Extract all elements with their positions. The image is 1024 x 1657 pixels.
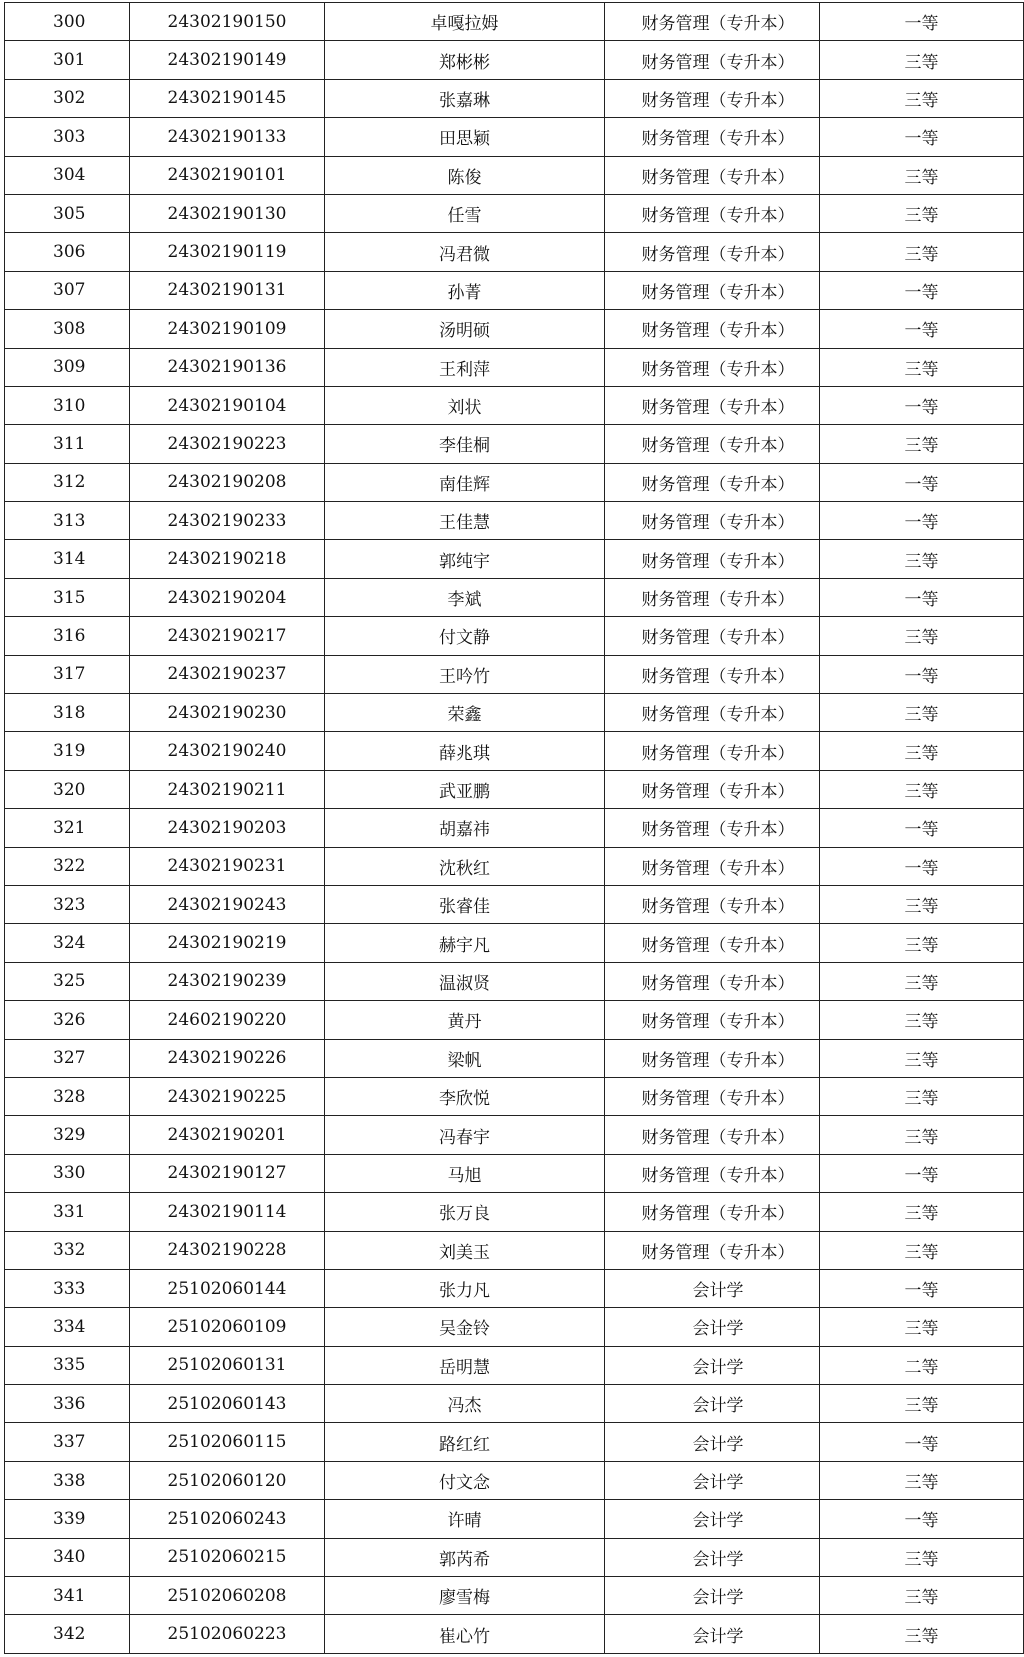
award-level-cell: 一等 [820,1154,1024,1192]
table-row [5,1193,1024,1231]
serial-number-cell: 307 [5,271,130,309]
student-name-cell: 张睿佳 [325,885,605,923]
serial-number-cell: 317 [5,655,130,693]
student-id-cell: 24302190243 [130,885,325,923]
table-row [5,924,1024,962]
table-row [5,41,1024,79]
serial-number-cell: 325 [5,962,130,1000]
serial-number-cell: 306 [5,233,130,271]
major-cell: 财务管理（专升本） [605,1039,820,1077]
student-name-cell: 李佳桐 [325,425,605,463]
student-name-cell: 许晴 [325,1500,605,1538]
award-level-cell: 一等 [820,310,1024,348]
student-name-cell: 冯杰 [325,1385,605,1423]
major-cell: 财务管理（专升本） [605,770,820,808]
table-row [5,1039,1024,1077]
student-id-cell: 24302190114 [130,1193,325,1231]
serial-number-cell: 342 [5,1615,130,1653]
table-row [5,156,1024,194]
student-name-cell: 南佳辉 [325,463,605,501]
table-row [5,118,1024,156]
award-level-cell: 三等 [820,233,1024,271]
award-level-cell: 三等 [820,156,1024,194]
student-id-cell: 24302190217 [130,617,325,655]
table-row [5,271,1024,309]
table-row [5,1154,1024,1192]
table-row [5,962,1024,1000]
serial-number-cell: 305 [5,194,130,232]
student-name-cell: 王佳慧 [325,502,605,540]
student-name-cell: 王吟竹 [325,655,605,693]
serial-number-cell: 328 [5,1077,130,1115]
award-level-cell: 三等 [820,1116,1024,1154]
student-name-cell: 沈秋红 [325,847,605,885]
scholarship-list-table [4,2,1024,1654]
serial-number-cell: 335 [5,1346,130,1384]
student-id-cell: 24302190109 [130,310,325,348]
student-name-cell: 陈俊 [325,156,605,194]
student-id-cell: 24302190208 [130,463,325,501]
student-name-cell: 温淑贤 [325,962,605,1000]
student-id-cell: 24302190203 [130,809,325,847]
student-id-cell: 24302190219 [130,924,325,962]
table-row [5,3,1024,41]
student-id-cell: 24302190136 [130,348,325,386]
major-cell: 财务管理（专升本） [605,310,820,348]
table-row [5,463,1024,501]
table-row [5,1385,1024,1423]
student-id-cell: 24302190240 [130,732,325,770]
major-cell: 财务管理（专升本） [605,233,820,271]
major-cell: 财务管理（专升本） [605,578,820,616]
table-row [5,1001,1024,1039]
serial-number-cell: 301 [5,41,130,79]
table-row [5,540,1024,578]
student-name-cell: 卓嘎拉姆 [325,3,605,41]
student-name-cell: 孙菁 [325,271,605,309]
table-row [5,1577,1024,1615]
table-row [5,655,1024,693]
major-cell: 财务管理（专升本） [605,732,820,770]
student-name-cell: 郑彬彬 [325,41,605,79]
student-id-cell: 25102060120 [130,1461,325,1499]
award-level-cell: 三等 [820,962,1024,1000]
student-id-cell: 25102060144 [130,1269,325,1307]
major-cell: 财务管理（专升本） [605,348,820,386]
major-cell: 财务管理（专升本） [605,809,820,847]
student-id-cell: 24302190149 [130,41,325,79]
student-name-cell: 郭纯宇 [325,540,605,578]
award-level-cell: 一等 [820,463,1024,501]
student-name-cell: 田思颖 [325,118,605,156]
table-row [5,1346,1024,1384]
student-name-cell: 李斌 [325,578,605,616]
student-name-cell: 任雪 [325,194,605,232]
major-cell: 会计学 [605,1577,820,1615]
award-level-cell: 三等 [820,1577,1024,1615]
award-level-cell: 一等 [820,1423,1024,1461]
student-id-cell: 25102060131 [130,1346,325,1384]
award-level-cell: 三等 [820,348,1024,386]
serial-number-cell: 338 [5,1461,130,1499]
student-name-cell: 岳明慧 [325,1346,605,1384]
student-id-cell: 24302190231 [130,847,325,885]
award-level-cell: 三等 [820,1001,1024,1039]
major-cell: 财务管理（专升本） [605,1193,820,1231]
table-row [5,348,1024,386]
student-name-cell: 郭芮希 [325,1538,605,1576]
serial-number-cell: 308 [5,310,130,348]
student-id-cell: 24302190228 [130,1231,325,1269]
award-level-cell: 三等 [820,79,1024,117]
major-cell: 财务管理（专升本） [605,1001,820,1039]
major-cell: 财务管理（专升本） [605,41,820,79]
table-row [5,809,1024,847]
award-level-cell: 三等 [820,617,1024,655]
student-name-cell: 崔心竹 [325,1615,605,1653]
award-level-cell: 三等 [820,1193,1024,1231]
serial-number-cell: 302 [5,79,130,117]
student-id-cell: 24302190230 [130,694,325,732]
award-level-cell: 三等 [820,924,1024,962]
award-level-cell: 三等 [820,885,1024,923]
award-level-cell: 三等 [820,41,1024,79]
table-row [5,1116,1024,1154]
serial-number-cell: 313 [5,502,130,540]
student-id-cell: 24302190211 [130,770,325,808]
serial-number-cell: 309 [5,348,130,386]
table-row [5,1308,1024,1346]
major-cell: 财务管理（专升本） [605,1231,820,1269]
table-row [5,310,1024,348]
serial-number-cell: 315 [5,578,130,616]
serial-number-cell: 329 [5,1116,130,1154]
serial-number-cell: 339 [5,1500,130,1538]
major-cell: 财务管理（专升本） [605,463,820,501]
table-row [5,425,1024,463]
award-level-cell: 三等 [820,425,1024,463]
serial-number-cell: 326 [5,1001,130,1039]
table-row [5,1231,1024,1269]
serial-number-cell: 318 [5,694,130,732]
table-row [5,732,1024,770]
student-name-cell: 荣鑫 [325,694,605,732]
serial-number-cell: 310 [5,386,130,424]
award-level-cell: 一等 [820,118,1024,156]
major-cell: 财务管理（专升本） [605,386,820,424]
student-name-cell: 黄丹 [325,1001,605,1039]
serial-number-cell: 332 [5,1231,130,1269]
student-id-cell: 24302190127 [130,1154,325,1192]
student-name-cell: 马旭 [325,1154,605,1192]
student-name-cell: 张力凡 [325,1269,605,1307]
table-row [5,1615,1024,1653]
award-level-cell: 一等 [820,847,1024,885]
award-level-cell: 三等 [820,1308,1024,1346]
student-name-cell: 汤明硕 [325,310,605,348]
serial-number-cell: 336 [5,1385,130,1423]
table-row [5,770,1024,808]
major-cell: 会计学 [605,1385,820,1423]
table-row [5,233,1024,271]
student-id-cell: 24302190130 [130,194,325,232]
student-id-cell: 24302190150 [130,3,325,41]
student-id-cell: 24302190133 [130,118,325,156]
major-cell: 财务管理（专升本） [605,1077,820,1115]
major-cell: 财务管理（专升本） [605,924,820,962]
award-level-cell: 一等 [820,386,1024,424]
award-level-cell: 一等 [820,809,1024,847]
major-cell: 会计学 [605,1423,820,1461]
serial-number-cell: 323 [5,885,130,923]
student-name-cell: 胡嘉祎 [325,809,605,847]
major-cell: 财务管理（专升本） [605,271,820,309]
major-cell: 财务管理（专升本） [605,962,820,1000]
award-level-cell: 一等 [820,578,1024,616]
award-level-cell: 三等 [820,1385,1024,1423]
table-row [5,1077,1024,1115]
table-row [5,79,1024,117]
major-cell: 财务管理（专升本） [605,694,820,732]
major-cell: 会计学 [605,1538,820,1576]
award-level-cell: 二等 [820,1346,1024,1384]
student-id-cell: 24302190204 [130,578,325,616]
major-cell: 财务管理（专升本） [605,425,820,463]
major-cell: 财务管理（专升本） [605,885,820,923]
major-cell: 会计学 [605,1269,820,1307]
major-cell: 会计学 [605,1461,820,1499]
student-name-cell: 廖雪梅 [325,1577,605,1615]
award-level-cell: 三等 [820,540,1024,578]
table-row [5,386,1024,424]
student-name-cell: 张嘉琳 [325,79,605,117]
student-id-cell: 24302190201 [130,1116,325,1154]
serial-number-cell: 327 [5,1039,130,1077]
table-row [5,578,1024,616]
table-row [5,502,1024,540]
student-id-cell: 24602190220 [130,1001,325,1039]
award-level-cell: 三等 [820,732,1024,770]
table-row [5,1269,1024,1307]
serial-number-cell: 312 [5,463,130,501]
student-id-cell: 25102060243 [130,1500,325,1538]
major-cell: 会计学 [605,1346,820,1384]
award-level-cell: 三等 [820,194,1024,232]
award-level-cell: 三等 [820,1039,1024,1077]
award-level-cell: 一等 [820,1500,1024,1538]
major-cell: 财务管理（专升本） [605,194,820,232]
student-id-cell: 25102060109 [130,1308,325,1346]
major-cell: 财务管理（专升本） [605,156,820,194]
table-row [5,694,1024,732]
serial-number-cell: 311 [5,425,130,463]
student-id-cell: 25102060115 [130,1423,325,1461]
serial-number-cell: 319 [5,732,130,770]
award-level-cell: 一等 [820,271,1024,309]
student-name-cell: 张万良 [325,1193,605,1231]
award-level-cell: 一等 [820,502,1024,540]
student-name-cell: 路红红 [325,1423,605,1461]
student-id-cell: 25102060143 [130,1385,325,1423]
student-name-cell: 吴金铃 [325,1308,605,1346]
serial-number-cell: 316 [5,617,130,655]
serial-number-cell: 303 [5,118,130,156]
serial-number-cell: 304 [5,156,130,194]
award-level-cell: 一等 [820,1269,1024,1307]
serial-number-cell: 322 [5,847,130,885]
student-id-cell: 24302190239 [130,962,325,1000]
table-row [5,1538,1024,1576]
student-name-cell: 薛兆琪 [325,732,605,770]
serial-number-cell: 320 [5,770,130,808]
table-row [5,1423,1024,1461]
serial-number-cell: 340 [5,1538,130,1576]
student-id-cell: 24302190119 [130,233,325,271]
serial-number-cell: 330 [5,1154,130,1192]
major-cell: 财务管理（专升本） [605,1154,820,1192]
table-row [5,847,1024,885]
award-level-cell: 一等 [820,655,1024,693]
award-level-cell: 一等 [820,3,1024,41]
serial-number-cell: 341 [5,1577,130,1615]
major-cell: 财务管理（专升本） [605,502,820,540]
student-name-cell: 冯春宇 [325,1116,605,1154]
serial-number-cell: 300 [5,3,130,41]
student-name-cell: 王利萍 [325,348,605,386]
major-cell: 财务管理（专升本） [605,79,820,117]
student-name-cell: 付文静 [325,617,605,655]
student-name-cell: 冯君微 [325,233,605,271]
award-level-cell: 三等 [820,1615,1024,1653]
student-id-cell: 25102060208 [130,1577,325,1615]
student-name-cell: 付文念 [325,1461,605,1499]
serial-number-cell: 324 [5,924,130,962]
award-level-cell: 三等 [820,1077,1024,1115]
award-level-cell: 三等 [820,1461,1024,1499]
table-row [5,194,1024,232]
student-id-cell: 24302190104 [130,386,325,424]
student-id-cell: 24302190145 [130,79,325,117]
student-id-cell: 24302190218 [130,540,325,578]
serial-number-cell: 321 [5,809,130,847]
serial-number-cell: 314 [5,540,130,578]
serial-number-cell: 331 [5,1193,130,1231]
student-name-cell: 赫宇凡 [325,924,605,962]
table-row [5,885,1024,923]
student-name-cell: 梁帆 [325,1039,605,1077]
table-row [5,617,1024,655]
serial-number-cell: 333 [5,1269,130,1307]
award-level-cell: 三等 [820,694,1024,732]
award-level-cell: 三等 [820,770,1024,808]
student-id-cell: 25102060215 [130,1538,325,1576]
major-cell: 会计学 [605,1615,820,1653]
major-cell: 财务管理（专升本） [605,3,820,41]
student-id-cell: 24302190101 [130,156,325,194]
major-cell: 会计学 [605,1500,820,1538]
table-body [5,3,1024,1654]
table-row [5,1461,1024,1499]
student-id-cell: 24302190233 [130,502,325,540]
major-cell: 财务管理（专升本） [605,655,820,693]
student-name-cell: 武亚鹏 [325,770,605,808]
student-id-cell: 24302190237 [130,655,325,693]
award-level-cell: 三等 [820,1231,1024,1269]
major-cell: 会计学 [605,1308,820,1346]
award-level-cell: 三等 [820,1538,1024,1576]
major-cell: 财务管理（专升本） [605,118,820,156]
serial-number-cell: 334 [5,1308,130,1346]
table-row [5,1500,1024,1538]
student-name-cell: 刘美玉 [325,1231,605,1269]
major-cell: 财务管理（专升本） [605,847,820,885]
major-cell: 财务管理（专升本） [605,540,820,578]
student-id-cell: 24302190226 [130,1039,325,1077]
major-cell: 财务管理（专升本） [605,1116,820,1154]
student-id-cell: 24302190225 [130,1077,325,1115]
student-name-cell: 李欣悦 [325,1077,605,1115]
student-name-cell: 刘状 [325,386,605,424]
student-id-cell: 24302190223 [130,425,325,463]
major-cell: 财务管理（专升本） [605,617,820,655]
serial-number-cell: 337 [5,1423,130,1461]
student-id-cell: 25102060223 [130,1615,325,1653]
student-id-cell: 24302190131 [130,271,325,309]
